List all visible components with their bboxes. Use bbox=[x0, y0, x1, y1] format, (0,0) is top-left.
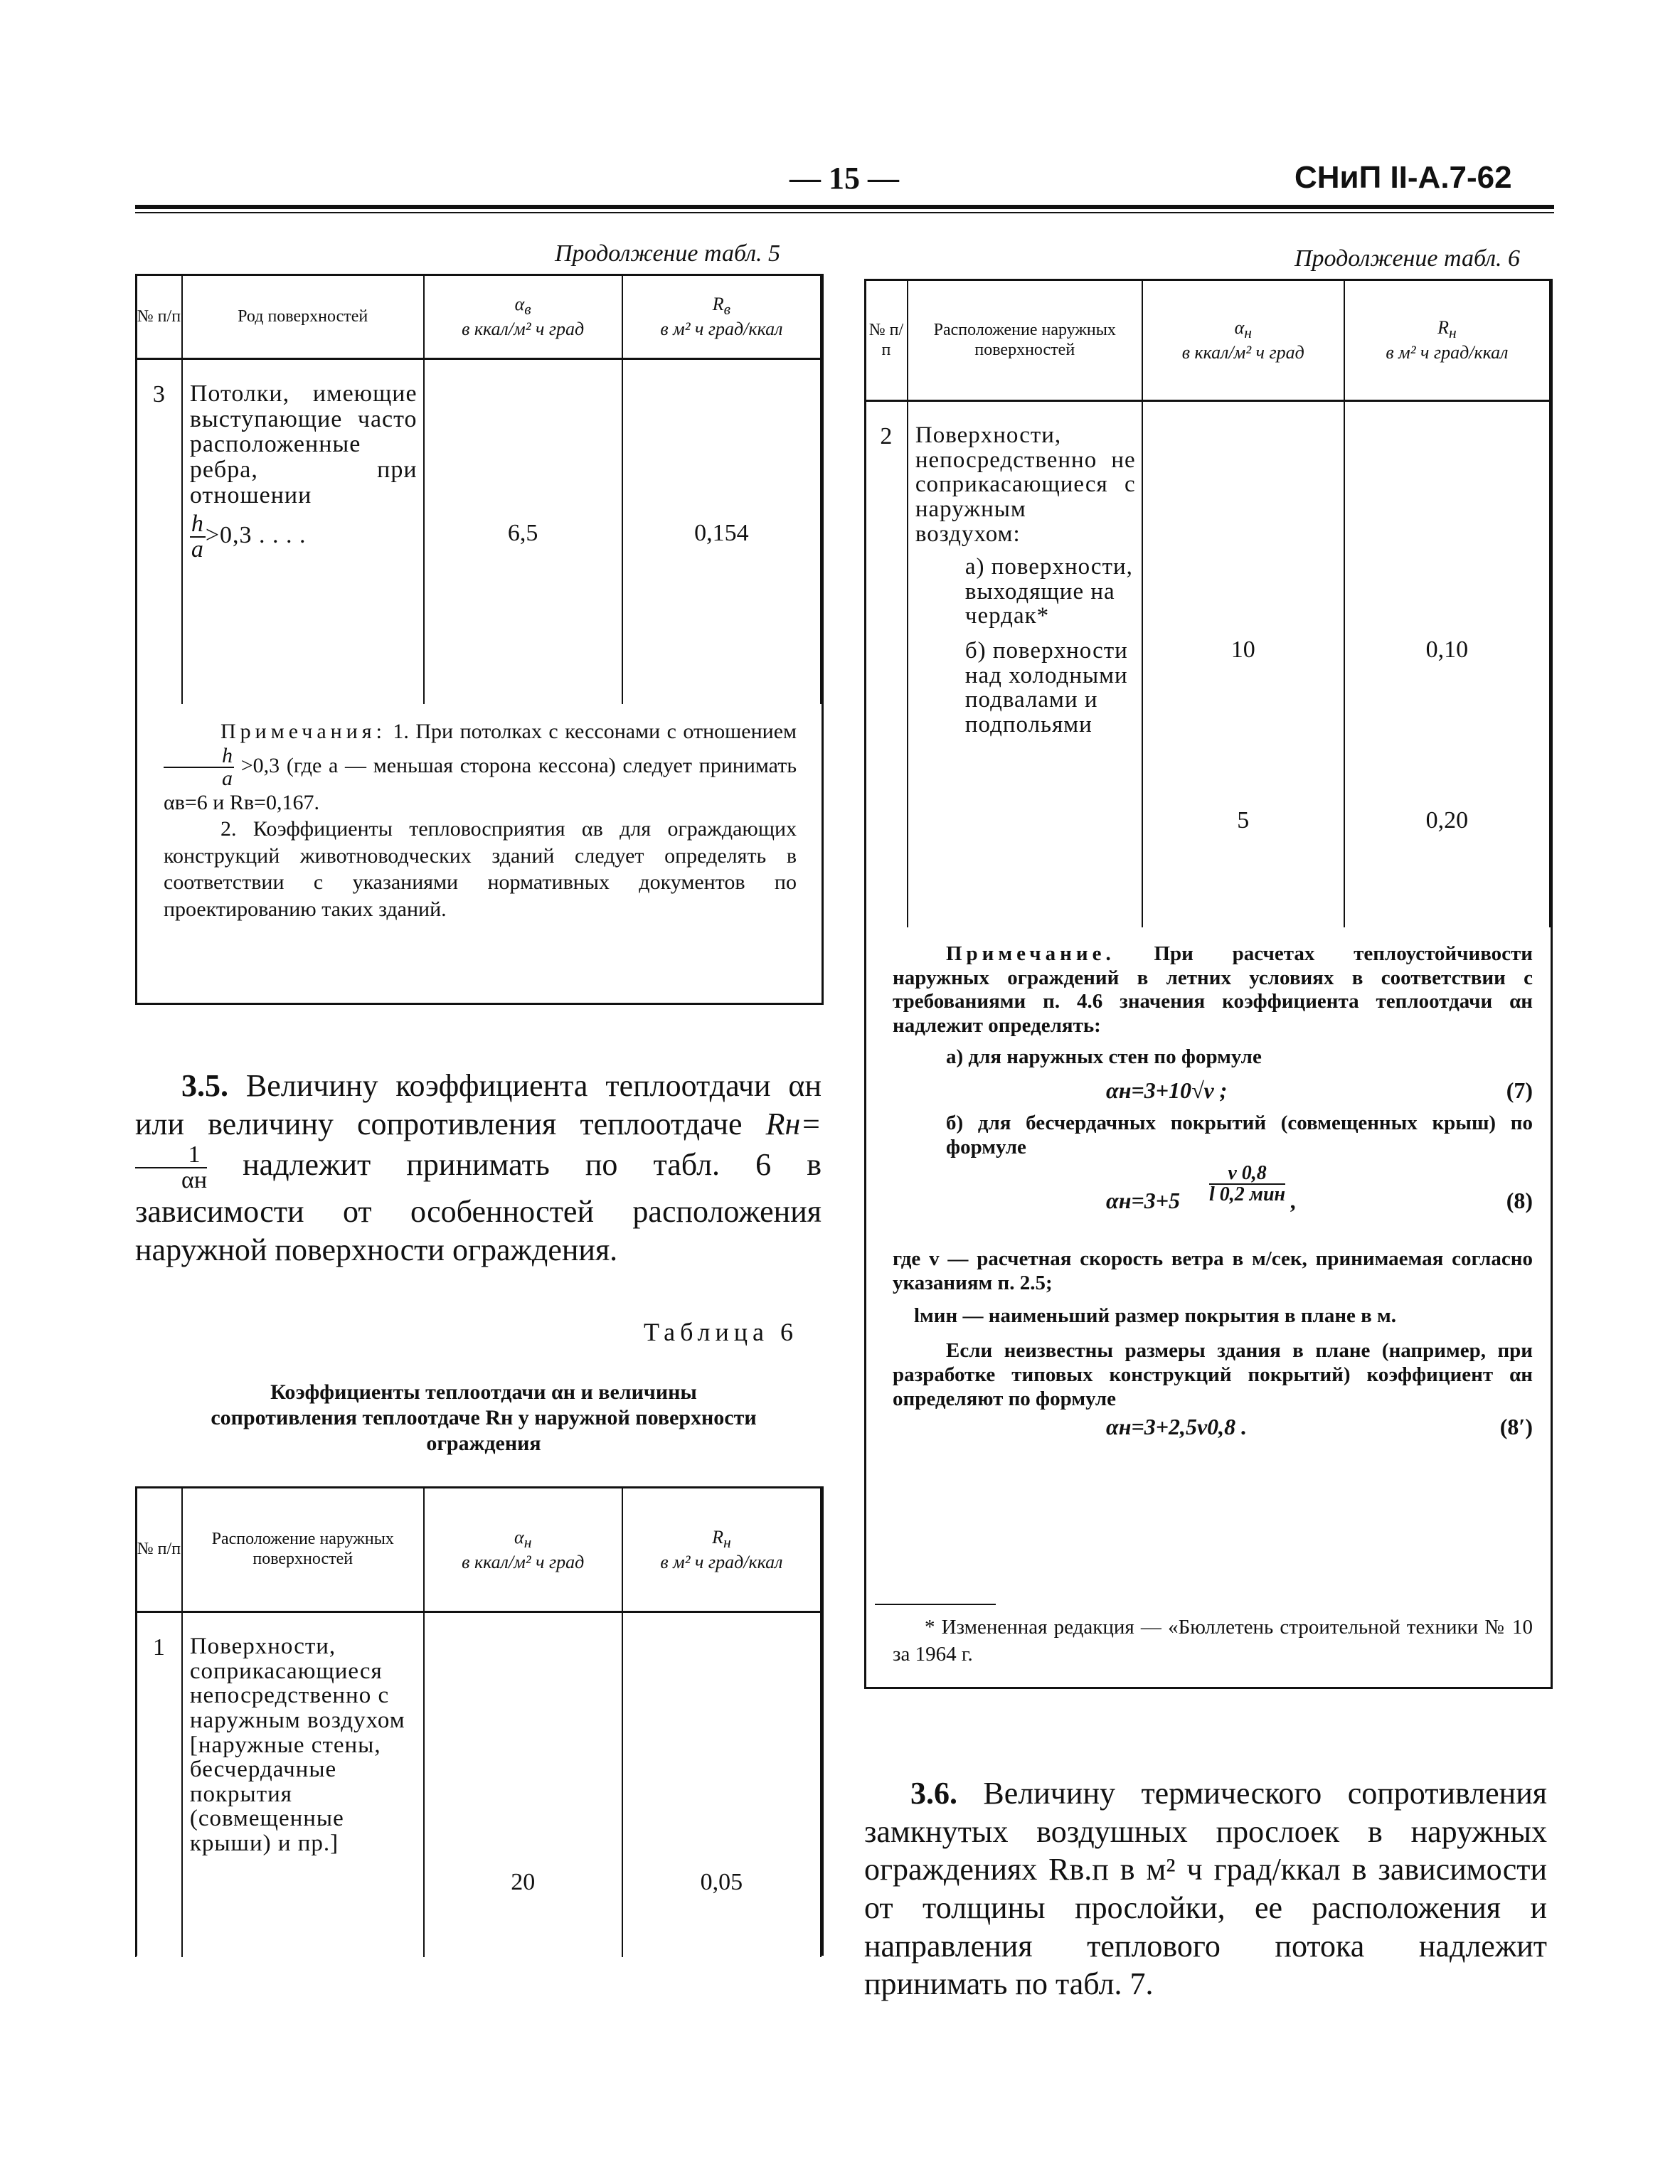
table-row bbox=[136, 359, 821, 704]
col-num-header: № п/п bbox=[136, 1488, 182, 1612]
col-alpha-header: $\alpha_н$ в ккал/м² ч град bbox=[1142, 280, 1344, 401]
para-3-5-number: 3.5. bbox=[181, 1068, 228, 1103]
row-2-a-r: 0,10 bbox=[1425, 636, 1469, 663]
row-text bbox=[908, 401, 1142, 927]
note-item-a: а) для наружных стен по формуле bbox=[946, 1045, 1262, 1068]
formula-8: αн=3+5 v 0,8 l 0,2 мин , (8) bbox=[1106, 1162, 1533, 1214]
row-2-a-alpha: 10 bbox=[1230, 636, 1255, 663]
row-alpha: 6,5 bbox=[424, 359, 622, 704]
para-3-6-number: 3.6. bbox=[910, 1776, 957, 1811]
note-item-b: б) для бесчердачных покрытий (совмещенных крыш) по формуле bbox=[946, 1112, 1533, 1158]
row-r: 0,154 bbox=[622, 359, 821, 704]
row-r: 0,05 bbox=[622, 1612, 821, 1957]
r-symbol: Rн= bbox=[765, 1106, 822, 1141]
table6-label: Таблица 6 bbox=[644, 1318, 798, 1346]
row-2-intro: Поверхности, непосредственно не соприкасающиеся с наружным воздухом: bbox=[915, 422, 1136, 547]
table5-continuation-label: Продолжение табл. 5 bbox=[555, 240, 781, 267]
note-1-end: >0,3 (где a — меньшая сторона кессона) следует принимать αв=6 и Rв=0,167. bbox=[164, 753, 797, 814]
table6 bbox=[135, 1486, 822, 1957]
where-v: где v — расчетная скорость ветра в м/сек, принимаемая согласно указаниям п. 2.5; bbox=[893, 1247, 1533, 1294]
col-r-header: $R_н$ в м² ч град/ккал bbox=[1344, 280, 1550, 401]
table-row bbox=[136, 1612, 821, 1957]
formula-8prime: αн=3+2,5v0,8 . (8′) bbox=[1106, 1414, 1533, 1440]
col-alpha-header: $\alpha_в$ в ккал/м² ч град bbox=[424, 275, 622, 359]
formula-7: αн=3+10√v ; (7) bbox=[1106, 1077, 1533, 1104]
note-title: Примечание. bbox=[946, 942, 1115, 965]
row-text: Поверхности, соприкасающиеся непосредственно с наружным воздухом [наружные стены, бесчердачные покрытия (совмещенные крыши) и пр.] bbox=[182, 1612, 424, 1957]
ratio-denominator: a bbox=[191, 536, 204, 563]
table6-continuation-label: Продолжение табл. 6 bbox=[1294, 245, 1521, 272]
col-r-header: $R_в$ в м² ч град/ккал bbox=[622, 275, 821, 359]
table6-caption: Коэффициенты теплоотдачи αн и величины сопротивления теплоотдаче Rн у наружной поверхности ограждения bbox=[211, 1380, 757, 1455]
footnote-rule bbox=[875, 1604, 996, 1605]
note-unknown-dims: Если неизвестны размеры здания в плане (например, при разработке типовых конструкций покрытий) коэффициент αн определяют по формуле bbox=[893, 1339, 1533, 1410]
row-r bbox=[1344, 401, 1550, 927]
notes-title: Примечания: bbox=[220, 720, 386, 743]
row-alpha bbox=[1142, 401, 1344, 927]
table6-note bbox=[893, 942, 1533, 1444]
col-num-header: № п/п bbox=[136, 275, 182, 359]
col-alpha-header: $\alpha_н$ в ккал/м² ч град bbox=[424, 1488, 622, 1612]
ratio-numerator: h bbox=[191, 511, 204, 538]
para-3-5-text-b: надлежит принимать по табл. 6 в зависимости от особенностей расположения наружной поверхности ограждения. bbox=[135, 1147, 822, 1268]
col-location-header: Расположение наружных поверхностей bbox=[182, 1488, 424, 1612]
where-l: lмин — наименьший размер покрытия в плане в м. bbox=[914, 1304, 1397, 1327]
col-num-header: № п/п bbox=[865, 280, 908, 401]
footnote: * Измененная редакция — «Бюллетень строительной техники № 10 за 1964 г. bbox=[893, 1616, 1533, 1666]
header-rule-thin bbox=[135, 212, 1554, 213]
row-2-b: б) поверхности над холодными подвалами и подпольями bbox=[964, 638, 1128, 738]
para-3-6-text: Величину термического сопротивления замкнутых воздушных прослоек в наружных ограждениях Rв.п в м² ч град/ккал в зависимости от толщины прослойки, ее расположения и направления теплового потока надлежит принимать по табл. 7. bbox=[864, 1776, 1548, 2002]
note-2: 2. Коэффициенты тепловосприятия αв для ограждающих конструкций животноводческих зданий следует определять в соответствии с указаниями нормативных документов по проектированию таких зданий. bbox=[164, 817, 797, 921]
document-code: СНиП II-А.7-62 bbox=[1294, 160, 1512, 195]
page-number: — 15 — bbox=[790, 161, 899, 196]
table-row bbox=[865, 401, 1550, 927]
paragraph-3-5: 3.5. Величину коэффициента теплоотдачи αн или величину сопротивления теплоотдаче Rн= $\frac{1}{\alpha н}$ надлежит принимать по табл. 6 в зависимости от особенностей расположения наружной поверхности ограждения. bbox=[135, 1068, 822, 1268]
header-rule bbox=[135, 205, 1554, 209]
paragraph-3-6 bbox=[864, 1774, 1547, 2003]
col-surface-header: Род поверхностей bbox=[182, 275, 424, 359]
row-num: 3 bbox=[136, 359, 182, 704]
row-2-b-r: 0,20 bbox=[1425, 807, 1469, 833]
row-text bbox=[182, 359, 424, 704]
row-text-body: Потолки, имеющие выступающие часто расположенные ребра, при отношении bbox=[189, 380, 418, 508]
note-text: При расчетах теплоустойчивости наружных ограждений в летних условиях в соответствии с требованиями п. 4.6 значения коэффициента теплоотдачи αн надлежит определять: bbox=[893, 942, 1533, 1037]
table5 bbox=[135, 274, 822, 704]
col-r-header: $R_н$ в м² ч град/ккал bbox=[622, 1488, 821, 1612]
table6-continued bbox=[864, 279, 1551, 927]
row-num: 2 bbox=[865, 401, 908, 927]
row-alpha: 20 bbox=[424, 1612, 622, 1957]
table5-notes: Примечания: 1. При потолках с кессонами с отношением $\frac{h}{a}$ >0,3 (где a — меньшая сторона кессона) следует принимать αв=6 и Rв=0,167. 2. Коэффициенты тепловосприятия αв для ограждающих конструкций животноводческих зданий следует определять в соответствии с указаниями нормативных документов по проектированию таких зданий. bbox=[164, 718, 797, 922]
ratio-tail: >0,3 . . . . bbox=[205, 522, 307, 549]
row-2-b-alpha: 5 bbox=[1237, 807, 1250, 833]
col-location-header: Расположение наружных поверхностей bbox=[908, 280, 1142, 401]
row-num: 1 bbox=[136, 1612, 182, 1957]
para-3-5-text-a: Величину коэффициента теплоотдачи αн или величину сопротивления теплоотдаче bbox=[135, 1068, 822, 1141]
note-1-start: 1. При потолках с кессонами с отношением bbox=[393, 720, 797, 743]
row-2-a: а) поверхности, выходящие на чердак* bbox=[964, 554, 1133, 629]
